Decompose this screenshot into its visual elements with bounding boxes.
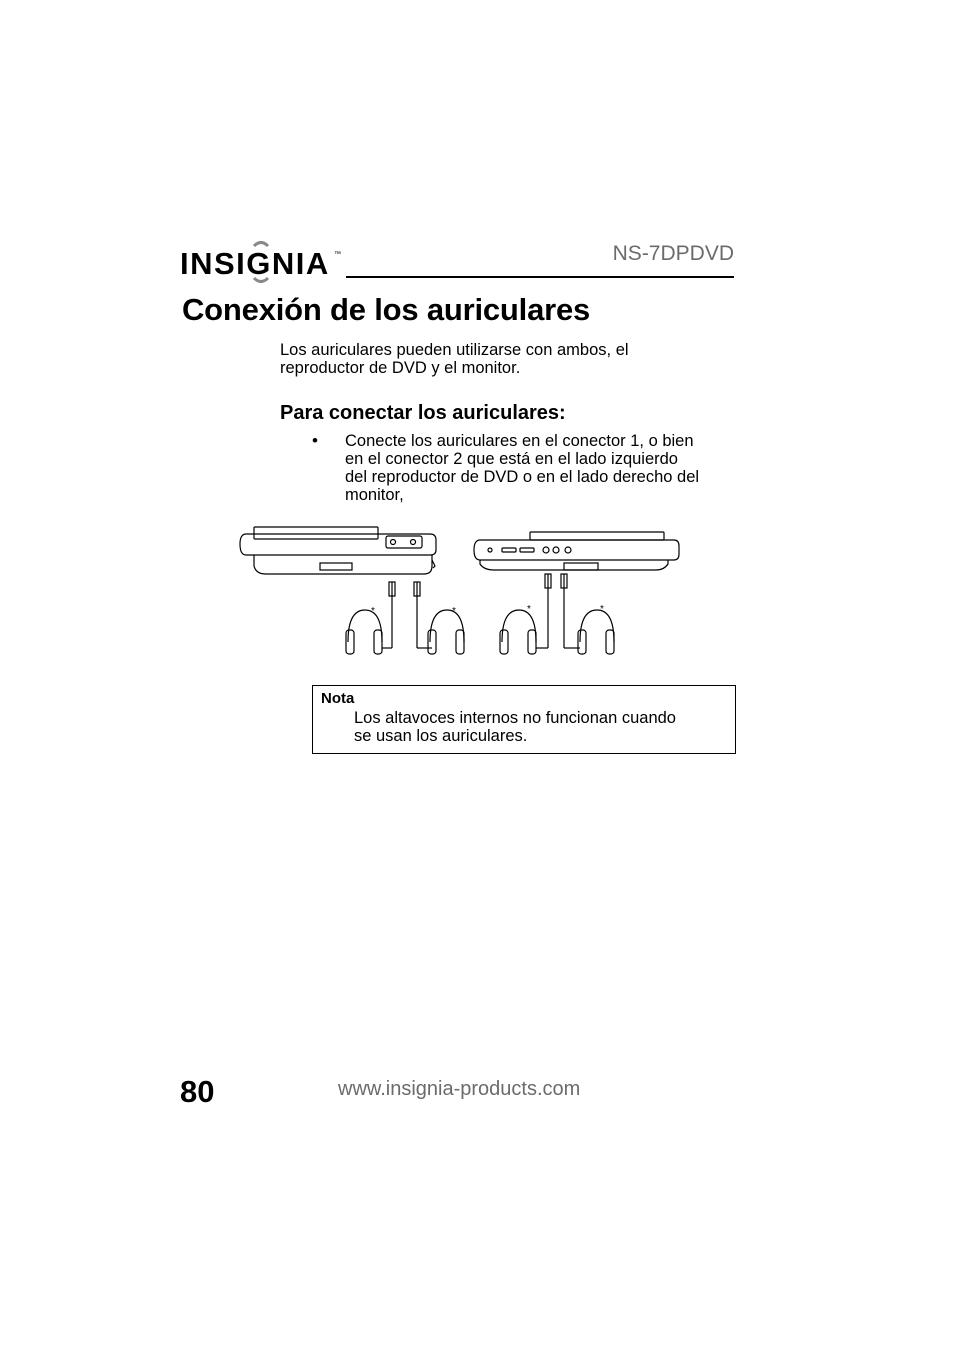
footer-url[interactable]: www.insignia-products.com (338, 1078, 581, 1100)
page-title: Conexión de los auriculares (182, 292, 591, 327)
page-number: 80 (180, 1074, 215, 1109)
bullet-line: del reproductor de DVD o en el lado derecho del (345, 468, 700, 486)
headphones-1 (346, 610, 382, 654)
bullet-marker: • (312, 431, 318, 450)
headphones-connection-diagram (236, 522, 682, 662)
asterisk-mark: * (371, 606, 375, 617)
note-label: Nota (321, 690, 355, 707)
headphones-2 (428, 610, 464, 654)
header-rule (346, 276, 734, 278)
procedure-heading: Para conectar los auriculares: (280, 402, 566, 424)
dvd-player-illustration (240, 527, 436, 574)
headphones-4 (578, 610, 614, 654)
bullet-line: monitor, (345, 486, 404, 504)
note-text (354, 709, 724, 745)
model-number: NS-7DPDVD (612, 242, 734, 265)
asterisk-mark: * (600, 604, 604, 615)
logo-wordmark: INSIGNIA (180, 246, 330, 281)
note-line: Los altavoces internos no funcionan cuando (354, 709, 676, 727)
logo-trademark: ™ (334, 251, 341, 258)
intro-line: Los auriculares pueden utilizarse con ambos, el (280, 341, 629, 359)
intro-line: reproductor de DVD y el monitor. (280, 359, 521, 377)
monitor-illustration (474, 532, 679, 570)
headphones-3 (500, 610, 536, 654)
intro-paragraph (280, 341, 720, 377)
asterisk-mark: * (452, 606, 456, 617)
insignia-logo (180, 238, 342, 284)
headphone-cables (382, 574, 580, 648)
bullet-line: en el conector 2 que está en el lado izquierdo (345, 450, 678, 468)
bullet-text (345, 432, 740, 504)
note-line: se usan los auriculares. (354, 727, 528, 745)
bullet-line: Conecte los auriculares en el conector 1, o bien (345, 432, 694, 450)
asterisk-mark: * (527, 604, 531, 615)
